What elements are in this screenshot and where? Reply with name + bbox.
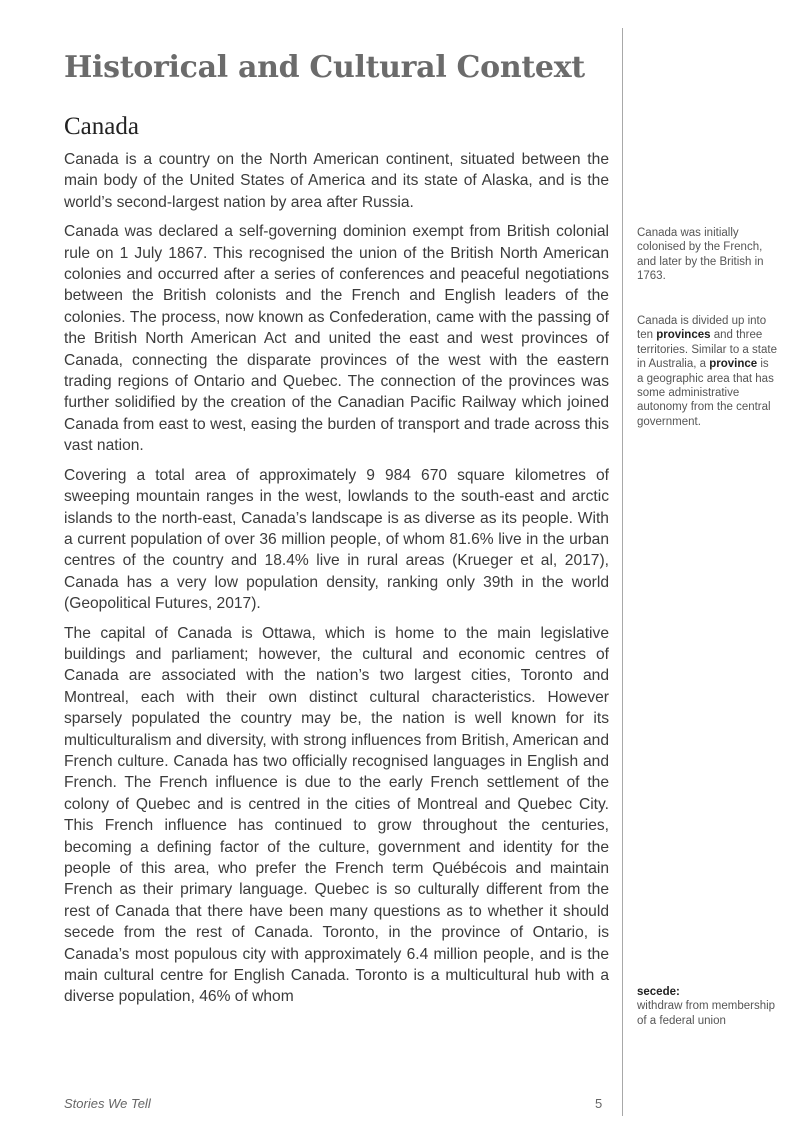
margin-note-provinces [637, 314, 777, 429]
paragraph-culture: The capital of Canada is Ottawa, which is home to the main legislative buildings and parliament; however, the cultural and economic centres of Canada are associated with the nation’s two largest cities, Toronto and Montreal, each with their own distinct cultural characteristics. However sparsely populated the country may be, the nation is well known for its multiculturalism and diversity, with strong influences from British, American and French culture. Canada has two officially recognised languages in English and French. The French influence is due to the early French settlement of the colony of Quebec and is centred in the cities of Montreal and Quebec City. This French influence has continued to grow throughout the centuries, becoming a defining factor of the culture, government and identity for the people of this area, who prefer the French term Québécois and maintain French as their primary language. Quebec is so culturally different from the rest of Canada that there have been many questions as to whether it should secede from the rest of Canada. Toronto, in the province of Ontario, is Canada’s most populous city with approximately 6.4 million people, and is the main cultural centre for English Canada. Toronto is a multicultural hub with a diverse population, 46% of whom [64, 624, 609, 1006]
glossary-definition: withdraw from membership of a federal union [637, 1000, 776, 1027]
margin-divider [622, 28, 623, 1116]
margin-note-secede [637, 985, 777, 1028]
note-text: and three territories. Similar to a state in Australia, a [637, 329, 777, 371]
footer-publication-title: Stories We Tell [64, 1096, 151, 1111]
page-number: 5 [595, 1096, 603, 1111]
glossary-term-secede: secede: [637, 986, 680, 998]
note-text: is a geographic area that has some administrative autonomy from the central government. [637, 358, 774, 428]
paragraph-geography: Covering a total area of approximately 9 984 670 square kilometres of sweeping mountain ranges in the west, lowlands to the south-east and arctic islands to the north-east, Canada’s landscape is as diverse as its people. With a current population of over 36 million people, of whom 81.6% live in the urban centres of the country and 18.4% live in rural areas (Krueger et al, 2017), Canada has a very low population density, ranking only 39th in the world (Geopolitical Futures, 2017). [64, 466, 609, 613]
glossary-term-province: province [709, 358, 758, 371]
page-title: Historical and Cultural Context [64, 50, 585, 85]
note-text: Canada is divided up into ten [637, 315, 767, 342]
section-title: Canada [64, 113, 139, 140]
main-text-column [64, 149, 609, 1008]
glossary-term-provinces: provinces [656, 329, 711, 342]
margin-note-colonisation: Canada was initially colonised by the French, and later by the British in 1763. [637, 227, 764, 283]
paragraph-confederation: Canada was declared a self-governing dominion exempt from British colonial rule on 1 July 1867. This recognised the union of the British North American colonies and occurred after a series of conferences and peaceful negotiations between the British colonists and the French and English leaders of the colonies. The process, now known as Confederation, came with the passing of the British North American Act and united the east and west provinces of Canada, connecting the disparate provinces of the west with the eastern trading regions of Ontario and Quebec. The connection of the provinces was further solidified by the creation of the Canadian Pacific Railway which joined Canada from east to west, easing the burden of transport and trade across this vast nation. [64, 223, 609, 455]
paragraph-intro: Canada is a country on the North American continent, situated between the main body of the United States of America and its state of Alaska, and is the world’s second-largest nation by area after Russia. [64, 151, 609, 211]
